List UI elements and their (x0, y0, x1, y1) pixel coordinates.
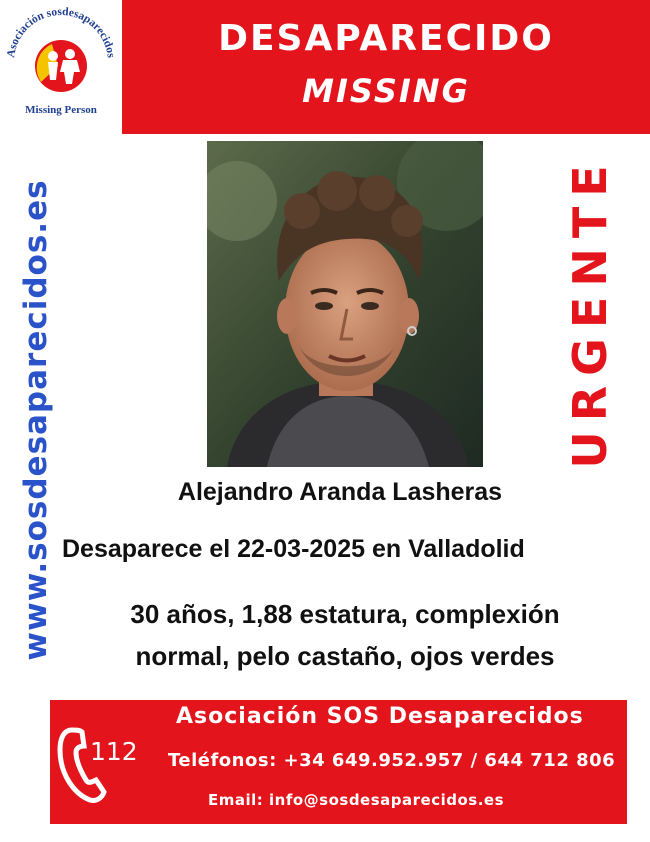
header-subtitle: MISSING (302, 72, 470, 110)
logo-emblem (0, 0, 122, 104)
contact-email: Email: info@sosdesaparecidos.es (208, 791, 505, 809)
disappearance-info: Desaparece el 22-03-2025 en Valladolid (62, 535, 525, 563)
urgent-label: URGENTE (563, 155, 617, 469)
contact-phones: Teléfonos: +34 649.952.957 / 644 712 806 (168, 750, 616, 771)
header-title: DESAPARECIDO (218, 18, 554, 59)
header-banner (122, 0, 650, 134)
logo-arc-text: Asociación sosdesaparecidos (5, 5, 117, 59)
organization-logo (0, 0, 122, 134)
contact-footer (50, 700, 627, 824)
person-name: Alejandro Aranda Lasheras (177, 478, 503, 506)
person-photo (207, 141, 483, 467)
logo-caption: Missing Person (25, 104, 97, 116)
description-line-2: normal, pelo castaño, ojos verdes (135, 641, 555, 671)
website-url-vertical: www.sosdesaparecidos.es (18, 179, 54, 661)
organization-name: Asociación SOS Desaparecidos (176, 704, 584, 729)
description-line-1: 30 años, 1,88 estatura, complexión (130, 599, 560, 629)
emergency-number: 112 (90, 737, 138, 766)
physical-description (55, 593, 635, 677)
